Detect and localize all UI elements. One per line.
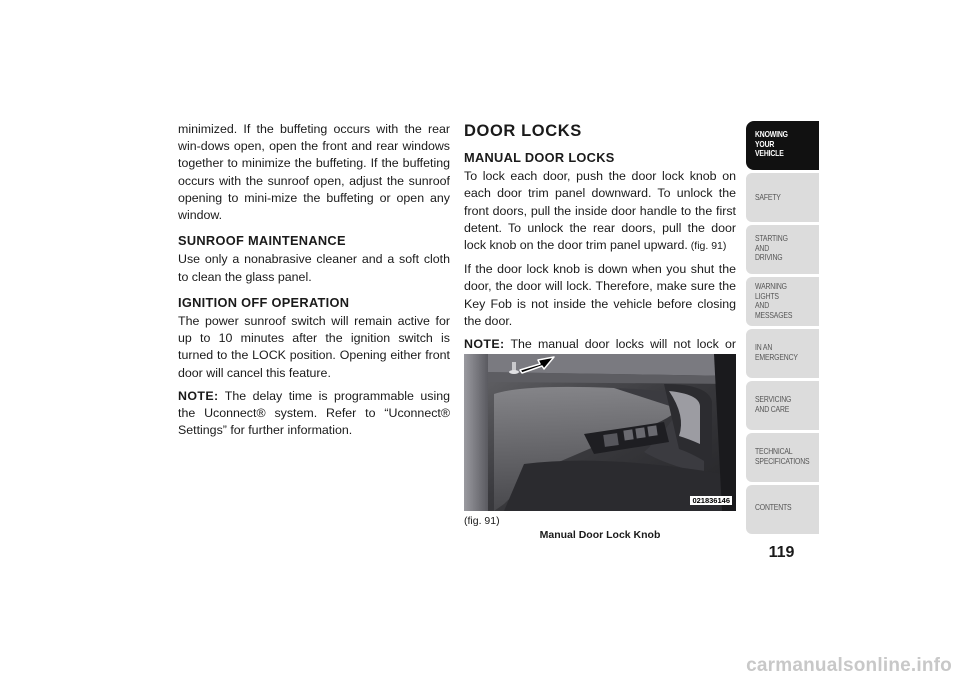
figure-caption: Manual Door Lock Knob [539,529,661,541]
tab-safety[interactable] [746,173,819,222]
tab-contents[interactable] [746,485,819,534]
tab-label-line: IN AN [755,342,773,352]
note-label: NOTE: [464,337,505,352]
note-text: The delay time is programmable using the Uconnect® system. Refer to “Uconnect® Settings” for further information. [178,388,450,438]
door-panel-illustration [464,354,736,511]
chapter-tabs [746,121,819,537]
tab-label-line: VEHICLE [755,148,784,159]
section-title-door-locks: DOOR LOCKS [464,122,582,140]
lock-instructions-text: To lock each door, push the door lock knob on each door trim panel downward. To unlock the front doors, pull the inside door handle to the first detent. To unlock the rear doors, pull the door lock knob on the door trim panel upward. [464,169,736,253]
tab-starting-and-driving[interactable] [746,225,819,274]
tab-label-line: KNOWING [755,129,788,139]
watermark-text: carmanualsonline.info [746,655,952,676]
paragraph-lock-instructions [464,168,736,255]
tab-label-line: AND [755,300,770,311]
tab-label-line: MESSAGES [755,309,793,320]
tab-in-an-emergency[interactable] [746,329,819,378]
tab-label-line: TECHNICAL [755,446,793,456]
page-number: 119 [768,544,795,561]
tab-label-line: CONTENTS [755,502,792,512]
note-label: NOTE: [178,388,219,403]
left-column [178,121,450,445]
tab-technical-specifications[interactable] [746,433,819,482]
paragraph-buffeting: minimized. If the buffeting occurs with the rear win-dows open, open the front and rear windows together to minimize the buffeting. If the buffeting occurs with the sunroof open, adjust the sunroof opening to mini-mize the buffeting or open any window. [178,122,450,223]
note-delay [178,388,450,440]
tab-label-line: SERVICING [755,394,792,404]
paragraph-key-fob: If the door lock knob is down when you shut the door, the door will lock. Therefore, make sure the Key Fob is not inside the vehicle before closing the door. [464,262,736,328]
watermark [0,655,960,677]
tab-label-line: WARNING [755,281,787,291]
tab-label-line: LIGHTS [755,290,779,301]
tab-label-line: SAFETY [755,192,781,202]
paragraph-ignition: The power sunroof switch will remain active for up to 10 minutes after the ignition switch is turned to the LOCK position. Opening either front door will cancel this feature. [178,314,450,380]
tab-label-line: EMERGENCY [755,351,798,362]
figure-number: (fig. 91) [464,515,500,527]
tab-label-line: DRIVING [755,252,783,263]
tab-label-line: AND [755,242,770,253]
tab-label-line: STARTING [755,233,788,243]
figure-reference: (fig. 91) [687,240,727,253]
note-text: The manual door locks will not lock or [510,337,736,352]
right-column [464,121,736,376]
heading-manual-door-locks: MANUAL DOOR LOCKS [464,150,615,165]
tab-servicing-and-care[interactable] [746,381,819,430]
tab-knowing-your-vehicle[interactable] [746,121,819,170]
paragraph-maintenance: Use only a nonabrasive cleaner and a soft cloth to clean the glass panel. [178,252,450,284]
tab-label-line: AND CARE [755,403,790,414]
figure-code-label: 021836146 [692,496,730,505]
heading-ignition-off: IGNITION OFF OPERATION [178,294,350,310]
tab-warning-lights-and-messages[interactable] [746,277,819,326]
tab-label-line: SPECIFICATIONS [755,455,810,466]
door-panel-photo [464,354,736,511]
tab-label-line: YOUR [755,138,775,149]
heading-sunroof-maintenance: SUNROOF MAINTENANCE [178,233,346,249]
